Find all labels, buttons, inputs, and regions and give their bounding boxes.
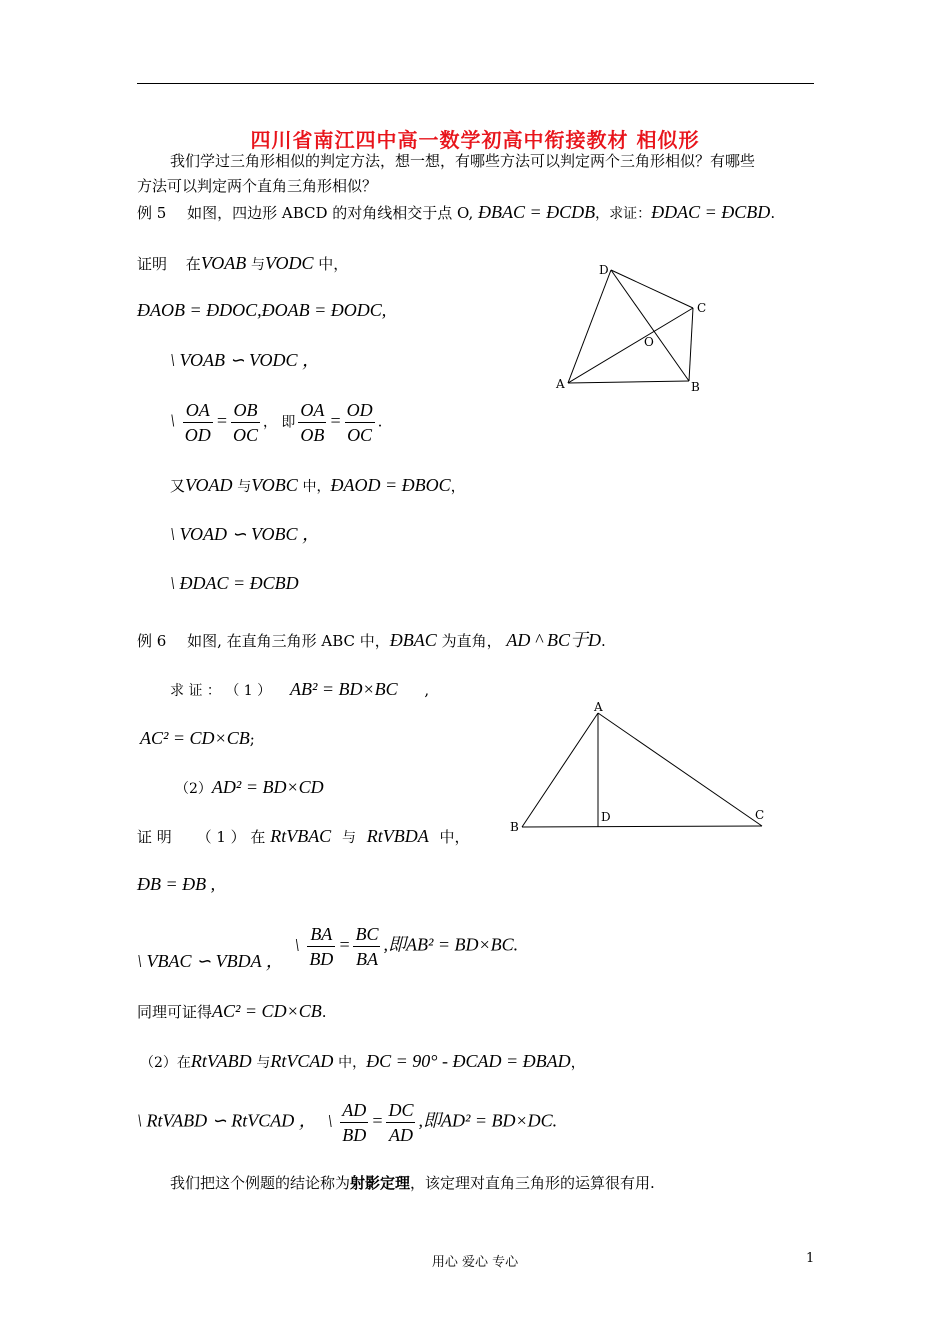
label-c: C: [755, 808, 765, 822]
label-a: A: [556, 377, 565, 391]
fraction-ad-bd: $\frac{AD}{BD}$: [342, 1100, 367, 1145]
proof5-step6: \ VOAD ∽ VOBC ，: [170, 524, 320, 544]
fraction-oa-od: $\frac{OA}{OD}$: [184, 400, 211, 445]
label-b: B: [510, 820, 519, 834]
proof5-step4: \ $\frac{OA}{OD}$ = $\frac{OB}{OC}$ ， 即 $\frac{OA}{OB}$ = $\frac{OD}{OC}$ .: [170, 400, 383, 445]
edge-cd: [611, 270, 693, 308]
example5-prove-label: ，求证：: [595, 206, 652, 222]
label-o: O: [644, 335, 654, 349]
edge-da: [568, 270, 611, 383]
theorem-name: 射影定理: [350, 1174, 411, 1192]
example5-label: 例 5: [137, 204, 167, 222]
header-rule: [137, 83, 814, 84]
label-a: A: [594, 700, 603, 714]
example5-condition: ÐBAC = ÐCDB: [478, 202, 596, 222]
edge-bc: [689, 308, 693, 381]
label-d: D: [601, 810, 611, 824]
conclusion: 我们把这个例题的结论称为射影定理，该定理对直角三角形的运算很有用.: [170, 1174, 655, 1192]
diagonal-db: [611, 270, 689, 381]
example6-label: 例 6: [137, 632, 167, 650]
proof6-similarity2: \ RtVABD ∽ RtVCAD ， \ $\frac{AD}{BD}$ = $\frac{DC}{AD}$ ,即AD² = BD×DC.: [137, 1100, 558, 1145]
example6-eq3: （2）AD² = BD×CD: [175, 777, 324, 797]
proof5-step7: \ ÐDAC = ÐCBD: [170, 573, 299, 593]
example5-text: 如图，四边形 ABCD 的对角线相交于点 O,: [187, 204, 474, 222]
proof5-step1: 证明 在VOAB 与VODC 中，: [137, 253, 349, 273]
page-title: 四川省南江四中高一数学初高中衔接教材 相似形: [250, 128, 700, 152]
fraction-dc-ad: $\frac{DC}{AD}$: [388, 1100, 414, 1145]
proof6-part2: （2）在RtVABD 与RtVCAD 中，ÐC = 90° - ÐCAD = ÐBAD，: [140, 1051, 586, 1071]
proof5-step3: \ VOAB ∽ VODC ，: [170, 350, 320, 370]
fraction-ob-oc: $\frac{OB}{OC}$: [232, 400, 258, 445]
quadrilateral-figure: [550, 258, 720, 398]
right-triangle-figure: [505, 700, 775, 840]
proof5-step2: ÐAOB = ÐDOC,ÐOAB = ÐODC,: [137, 300, 387, 320]
edge-ab: [568, 381, 689, 383]
proof6-same: 同理可证得AC² = CD×CB.: [137, 1001, 327, 1021]
intro-line-1: 我们学过三角形相似的判定方法，想一想，有哪些方法可以判定两个三角形相似？有哪些: [170, 152, 756, 170]
page-footer: 用心 爱心 专心: [431, 1255, 519, 1270]
example5-line: 例 5 如图，四边形 ABCD 的对角线相交于点 O, ÐBAC = ÐCDB，求证：ÐDAC = ÐCBD.: [137, 202, 776, 222]
edge-bc: [522, 826, 762, 827]
fraction-od-oc: $\frac{OD}{OC}$: [346, 400, 373, 445]
edge-ca: [598, 713, 765, 826]
example6-prove: 求 证 ： （ 1 ） AB² = BD×BC ,: [170, 679, 430, 699]
label-b: B: [691, 380, 700, 394]
fraction-bc-ba: $\frac{BC}{BA}$: [355, 924, 379, 969]
page-number: 1: [806, 1251, 815, 1266]
label-d: D: [599, 263, 609, 277]
proof5-step5: 又VOAD 与VOBC 中，ÐAOD = ÐBOC，: [170, 475, 466, 495]
proof6-line1: 证 明 （ 1 ） 在 RtVBAC 与 RtVBDA 中，: [137, 826, 470, 846]
edge-ab: [522, 713, 598, 827]
proof-label: 证明: [137, 255, 168, 273]
label-c: C: [697, 301, 707, 315]
proof6-similarity: \ VBAC ∽ VBDA ， \ $\frac{BA}{BD}$ = $\frac{BC}{BA}$ ,即AB² = BD×BC.: [137, 924, 519, 971]
example6-eq2: AC² = CD×CB;: [140, 728, 255, 748]
diagonal-ac: [568, 308, 693, 383]
example6-line: 例 6 如图, 在直角三角形 ABC 中，ÐBAC 为直角， AD ^ BC于D.: [137, 630, 606, 650]
intro-line-2: 方法可以判定两个直角三角形相似？: [137, 177, 378, 195]
fraction-oa-ob: $\frac{OA}{OB}$: [300, 400, 325, 445]
proof6-angle: ÐB = ÐB ,: [137, 874, 216, 894]
fraction-ba-bd: $\frac{BA}{BD}$: [309, 924, 334, 969]
example5-goal: ÐDAC = ÐCBD: [651, 202, 771, 222]
